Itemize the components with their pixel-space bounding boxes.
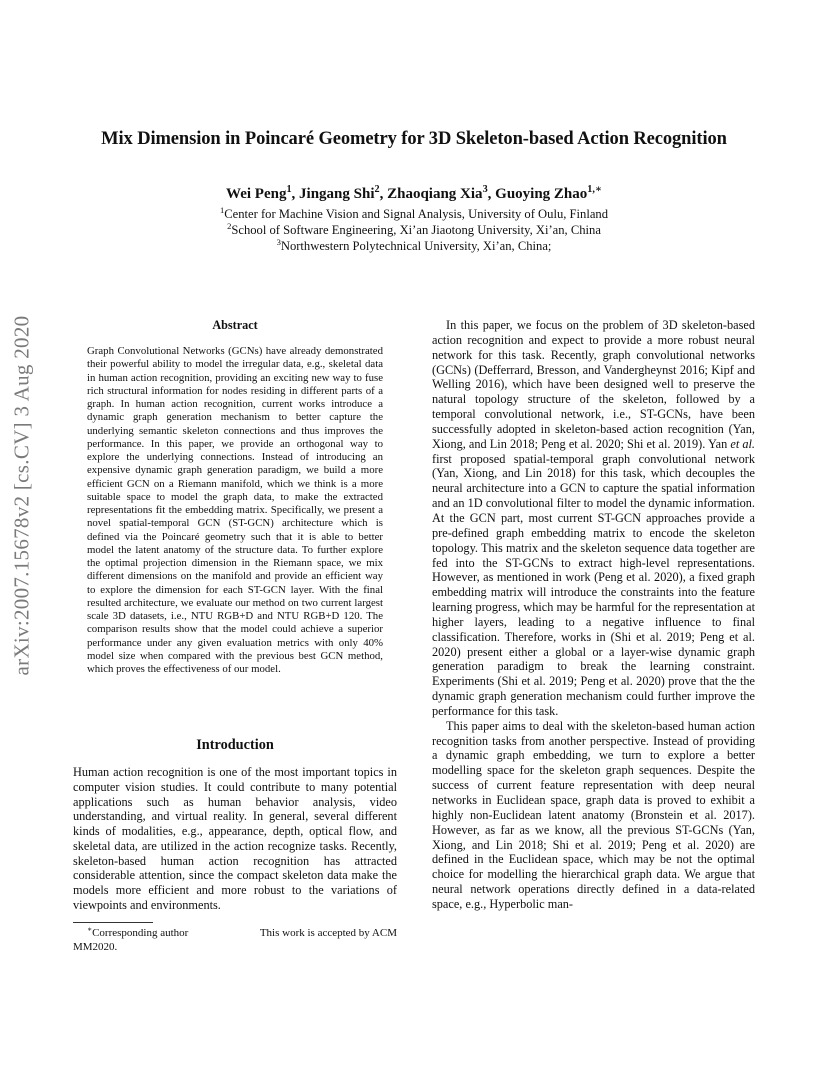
footnote-venue: MM2020. <box>73 941 118 953</box>
arxiv-stamp <box>2 285 42 705</box>
author: Jingang Shi$^2$, <box>299 184 388 202</box>
author: Guoying Zhao$^{1,∗}$ <box>495 184 602 202</box>
affiliation: $^2$School of Software Engineering, Xi’an Jiaotong University, Xi’an, China <box>227 220 601 237</box>
abstract-text: Graph Convolutional Networks (GCNs) have already demonstrated their powerful ability to model the irregular data, e.g., skeletal data in human action recognition, providing an exciting new way to fuse rich structural information for nodes residing in different parts of a graph. In human action recognition, current works introduce a dynamic graph generation mechanism to better capture the underlying semantic skeleton connections and thus improves the performance. In this paper, we provide an orthogonal way to explore the underlying connections. Instead of introducing an expensive dynamic graph generation paradigm, we build a more efficient GCN on a Riemann manifold, which we think is a more suitable space to model the graph data, to make the extracted representations fit the embedding matrix. Specifically, we present a novel spatial-temporal GCN (ST-GCN) architecture which is defined via the Poincaré geometry such that it is able to better model the latent anatomy of the structure data. To further explore the optimal projection dimension in the Riemann space, we mix different dimensions on the manifold and provide an efficient way to explore the dimension for each ST-GCN layer. With the final resulted architecture, we evaluate our method on two current largest scale 3D datasets, i.e., NTU RGB+D and NTU RGB+D 120. The comparison results show that the model could achieve a superior performance under any given evaluation metrics with only 40% model size when compared with the previous best GCN method, which proves the effectiveness of our model. <box>87 345 383 675</box>
footnote-corresponding: ∗Corresponding author <box>87 924 189 939</box>
affiliations <box>60 206 768 254</box>
arxiv-id: arXiv:2007.15678v2 [cs.CV] 3 Aug 2020 <box>9 315 34 675</box>
introduction-heading: Introduction <box>196 737 274 753</box>
right-column <box>432 318 755 912</box>
abstract-section <box>87 318 383 676</box>
affiliation: $^1$Center for Machine Vision and Signal Analysis, University of Oulu, Finland <box>219 204 609 221</box>
footnote-divider <box>73 922 153 923</box>
introduction-text: Human action recognition is one of the most important topics in computer vision studies. It could contribute to many potential applications such as human behavior analysis, video understanding, and virtual reality. In general, several different kinds of modalities, e.g., appearance, depth, optical flow, and skeletal data, are utilized in the action recognize tasks. Recently, skeleton-based human action recognition has attracted considerable attention, since the compact skeleton data make the models more efficient and more robust to the variations of viewpoints and environments. <box>73 765 397 912</box>
author: Zhaoqiang Xia$^3$, <box>387 184 496 202</box>
body-paragraph: This paper aims to deal with the skeleton-based human action recognition tasks from another perspective. Instead of providing a dynamic graph embedding, we turn to explore a better modelling space for the skeleton graph sequences. Despite the success of current feature representation with deep neural networks in Euclidean space, graph data is proved to exhibit a highly non-Euclidean latent anatomy (Bronstein et al. 2017). However, as far as we know, all the previous ST-GCNs (Yan, Xiong, and Lin 2018; Shi et al. 2019; Peng et al. 2020) are defined in the Euclidean space, which may be not the optimal choice for modelling the hierarchical graph data. We argue that neural network operations directly defined in a data-related space, e.g., Hyperbolic man- <box>432 718 755 911</box>
affiliation: $^3$Northwestern Polytechnical University, Xi’an, China; <box>276 236 552 253</box>
author-list <box>60 186 768 203</box>
introduction-section <box>73 737 397 913</box>
footnote-accepted: This work is accepted by ACM <box>259 927 397 939</box>
footnote <box>73 926 397 954</box>
author: Wei Peng$^1$, <box>226 184 300 202</box>
paper-title: Mix Dimension in Poincaré Geometry for 3D Skeleton-based Action Recognition <box>101 129 727 149</box>
abstract-heading: Abstract <box>212 318 258 332</box>
body-paragraph: In this paper, we focus on the problem of 3D skeleton-based action recognition and expect to provide a more robust neural network for this task. Recently, graph convolutional networks (GCNs) (Defferrard, Bresson, and Vandergheynst 2016; Kipf and Welling 2016), which have been designed well to preserve the natural topology structure of the skeleton, followed by a temporal convolutional network, i.e., ST-GCNs, have been successfully adopted in skeleton-based action recognition (Yan, Xiong, and Lin 2018; Peng et al. 2020; Shi et al. 2019). Yan et al. first proposed spatial-temporal graph convolutional network (Yan, Xiong, and Lin 2018) for this task, which decouples the neural architecture into a GCN to capture the spatial information and an 1D convolutional filter to model the dynamic information. At the GCN part, most current ST-GCN approaches provide a pre-defined graph embedding matrix to encode the skeleton topology. This matrix and the skeleton sequence data together are fed into the ST-GCNs to extract high-level representations. However, as mentioned in work (Peng et al. 2020), a fixed graph embedding matrix will introduce the constraints into the feature learning progress, which may be harmful for the representation at higher layers, leading to a negative influence to final classification. Therefore, works in (Shi et al. 2019; Peng et al. 2020) present either a global or a layer-wise dynamic graph generation paradigm to break the learning constraint. Experiments (Shi et al. 2019; Peng et al. 2020) prove that the the dynamic graph generation mechanism could further improve the performance for this task. <box>432 318 756 718</box>
